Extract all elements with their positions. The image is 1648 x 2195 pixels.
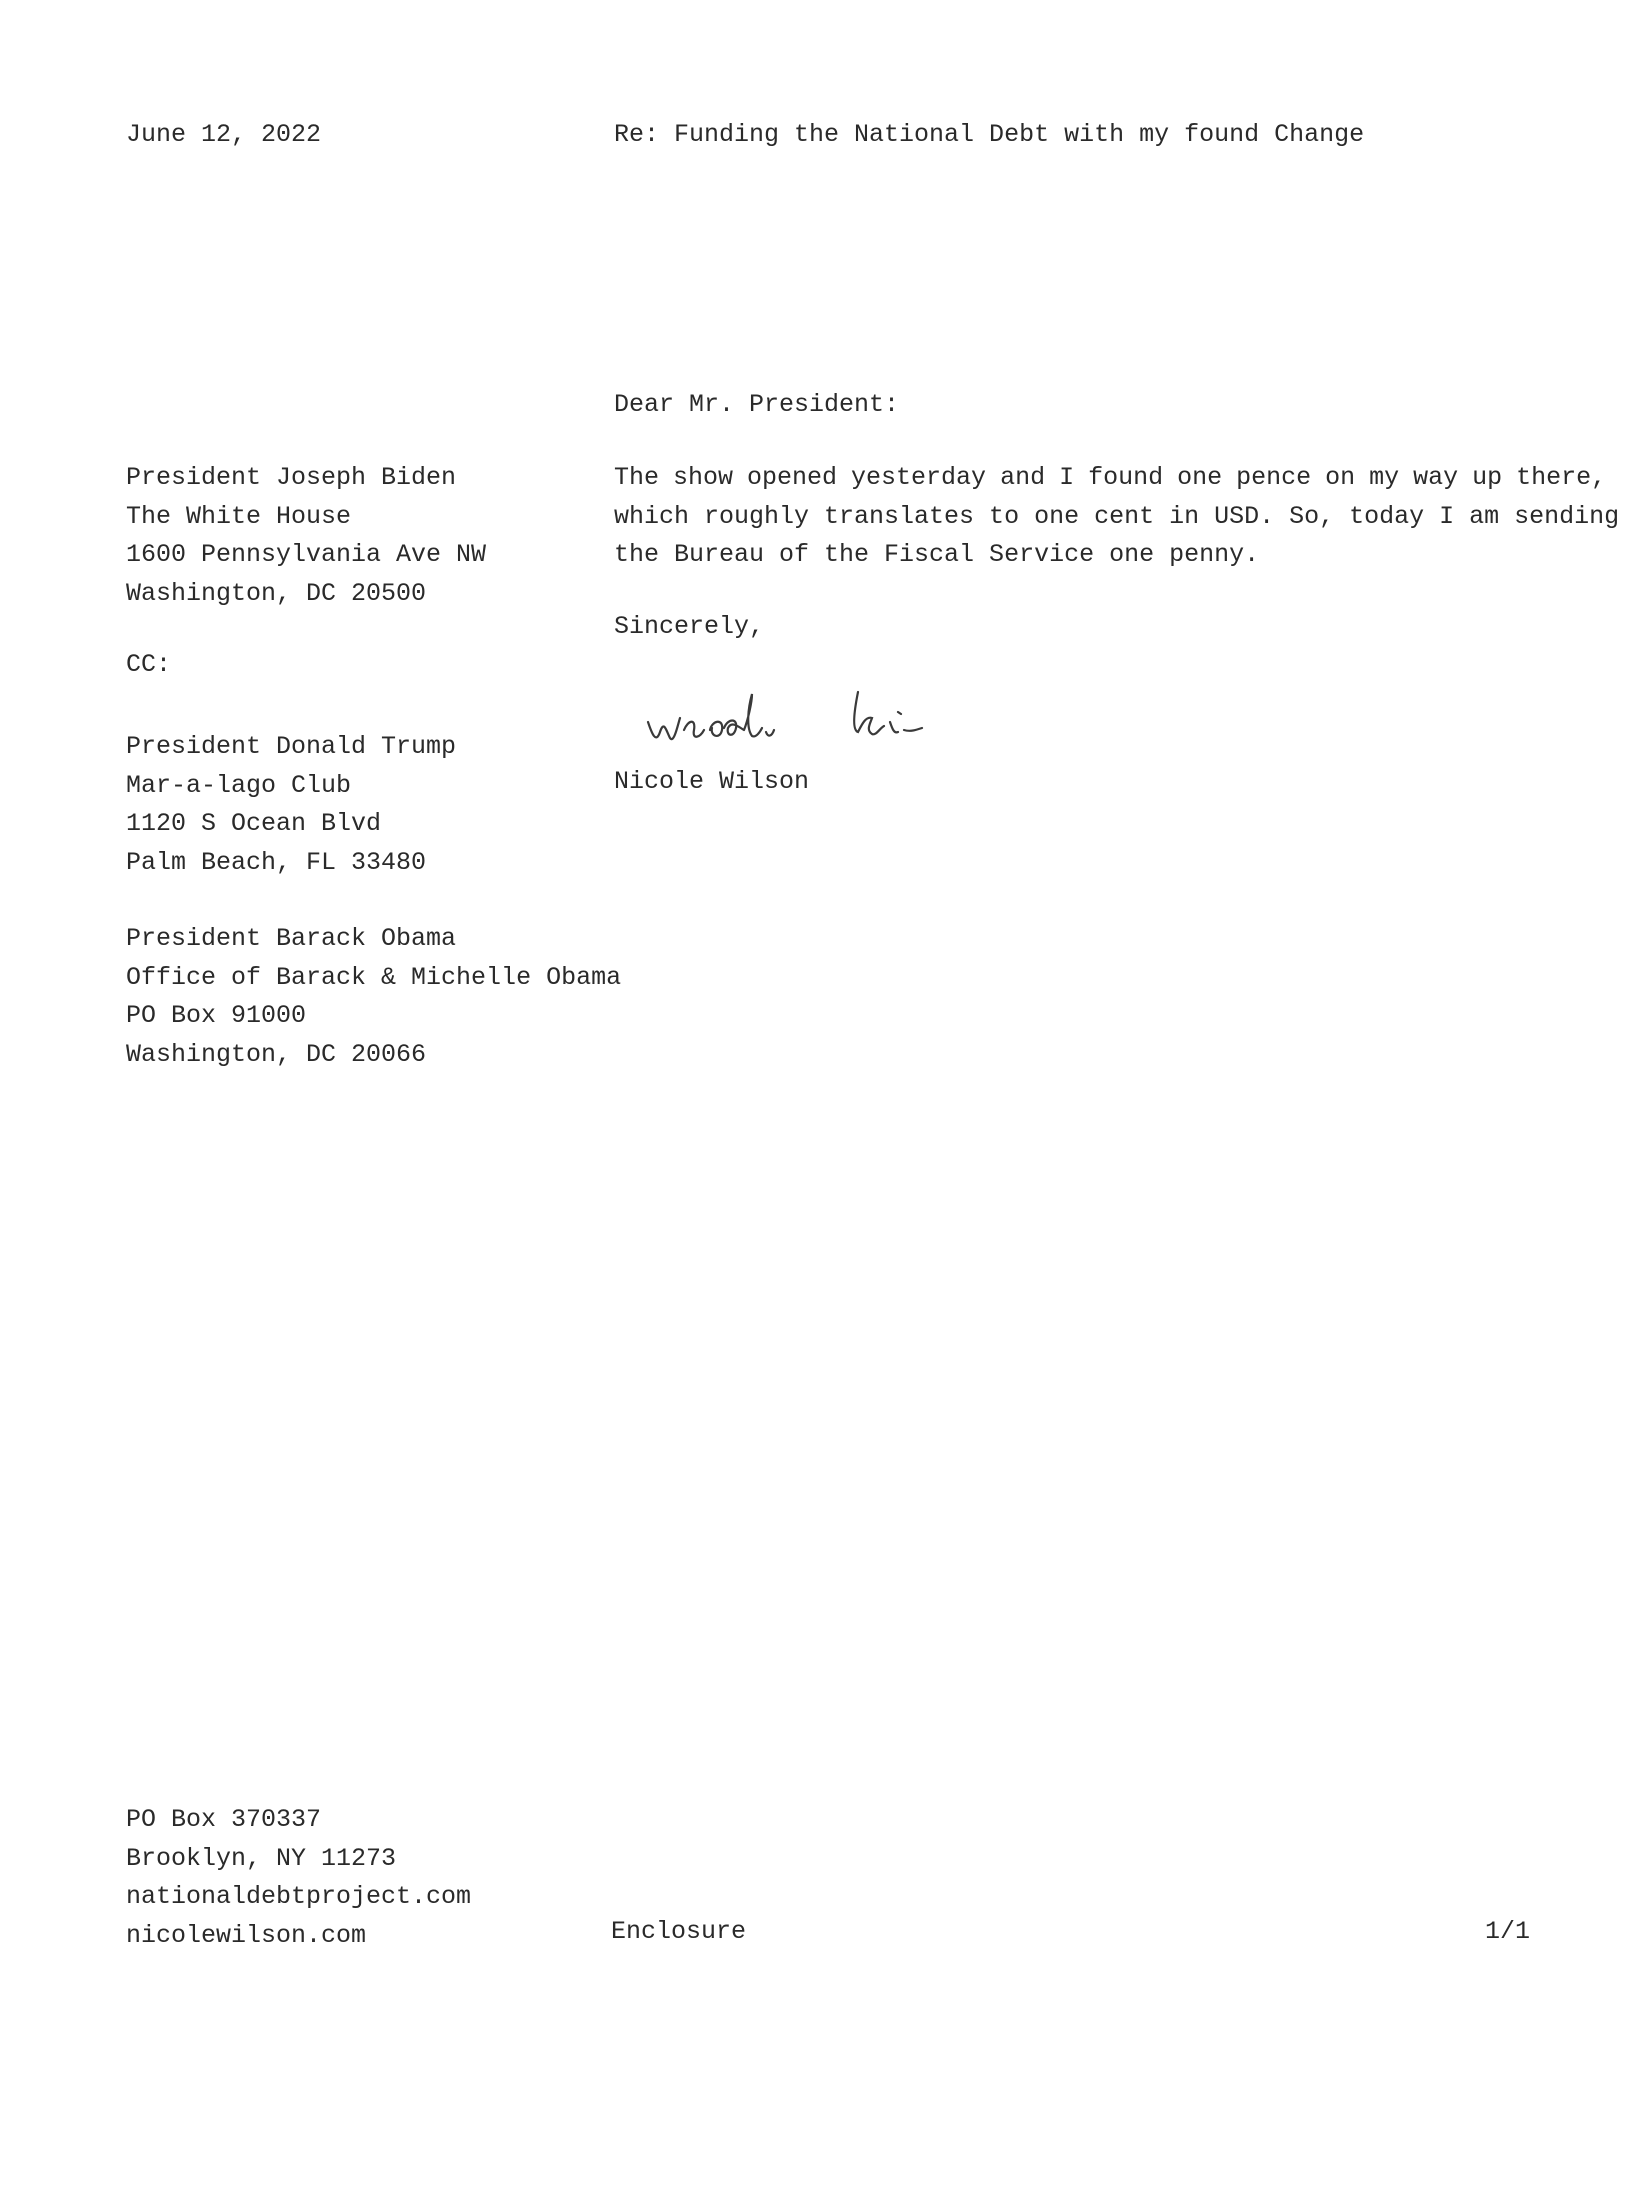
address-line: President Joseph Biden: [126, 463, 457, 492]
address-line: President Barack Obama: [126, 924, 457, 953]
address-line: Washington, DC 20500: [126, 578, 427, 608]
letter-date: June 12, 2022: [126, 120, 322, 149]
cc-label: CC:: [126, 650, 172, 679]
sender-address: [126, 1801, 471, 1955]
salutation: Dear Mr. President:: [614, 390, 900, 419]
signer-name: Nicole Wilson: [614, 767, 810, 796]
address-line: Brooklyn, NY 11273: [126, 1843, 397, 1873]
body-line: the Bureau of the Fiscal Service one penny.: [614, 540, 1260, 569]
address-line: PO Box 91000: [126, 1001, 307, 1030]
cc-recipient-address: [126, 920, 621, 1074]
recipient-address: [126, 459, 486, 613]
cc-recipient-address: [126, 728, 456, 882]
enclosure-note: Enclosure: [611, 1917, 747, 1946]
address-line: The White House: [126, 501, 352, 531]
address-line: Palm Beach, FL 33480: [126, 847, 427, 877]
website-link: nationaldebtproject.com: [126, 1882, 472, 1911]
body-line: which roughly translates to one cent in USD. So, today I am sending: [614, 501, 1620, 531]
closing: Sincerely,: [614, 612, 765, 641]
website-link: nicolewilson.com: [126, 1920, 367, 1950]
address-line: PO Box 370337: [126, 1805, 322, 1834]
letter-subject: Re: Funding the National Debt with my found Change: [614, 120, 1365, 149]
address-line: 1120 S Ocean Blvd: [126, 809, 382, 838]
letter-body: [614, 459, 1619, 575]
address-line: Washington, DC 20066: [126, 1039, 427, 1069]
address-line: Mar-a-lago Club: [126, 770, 352, 800]
page-number: 1/1: [1485, 1917, 1531, 1946]
handwritten-signature: [640, 672, 960, 762]
body-line: The show opened yesterday and I found one pence on my way up there,: [614, 463, 1607, 492]
address-line: President Donald Trump: [126, 732, 457, 761]
address-line: Office of Barack & Michelle Obama: [126, 962, 622, 992]
address-line: 1600 Pennsylvania Ave NW: [126, 540, 487, 569]
